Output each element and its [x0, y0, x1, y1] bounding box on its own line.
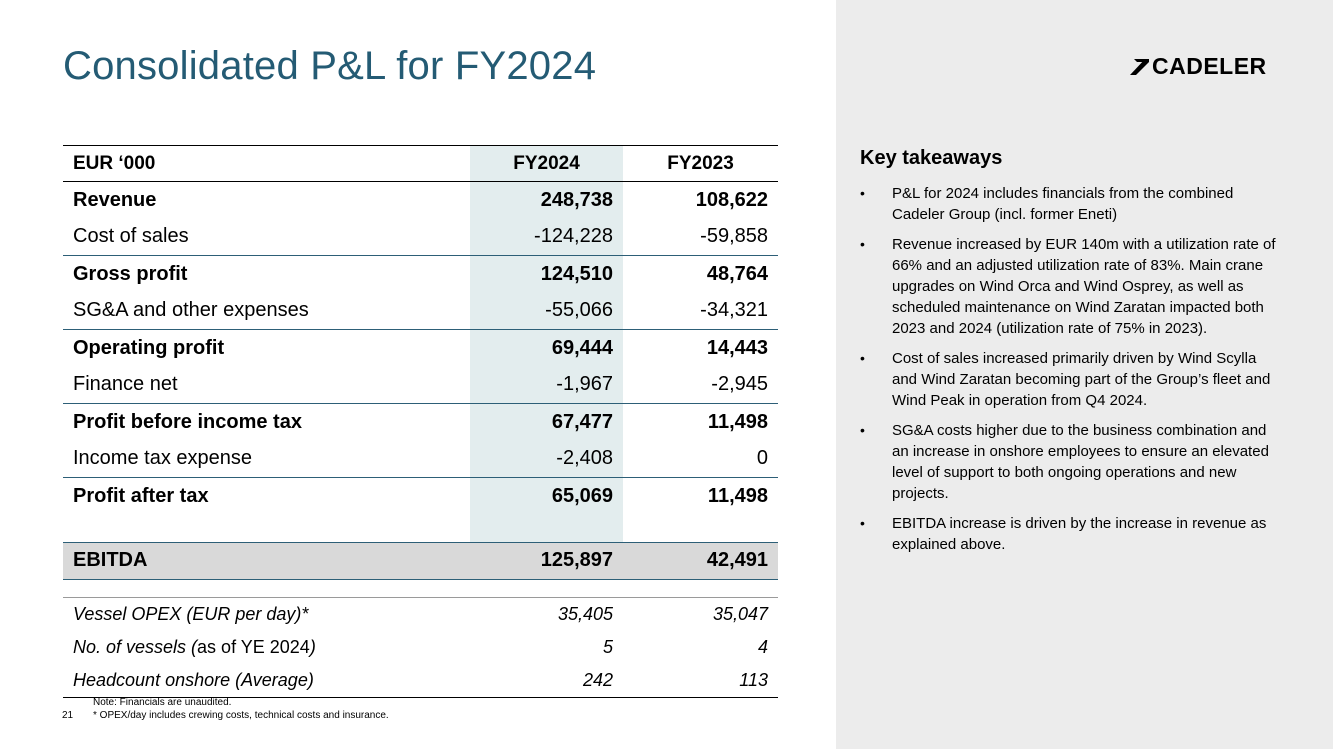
row-label: Cost of sales — [73, 225, 189, 248]
kpi-fy2023: 4 — [623, 631, 778, 664]
kpi-fy2024: 242 — [470, 664, 623, 698]
kpi-fy2024: 5 — [470, 631, 623, 664]
table-row — [63, 441, 778, 478]
ebitda-fy2023: 42,491 — [623, 542, 778, 579]
row-fy2024: 65,069 — [470, 478, 623, 515]
page-title: Consolidated P&L for FY2024 — [63, 44, 597, 88]
list-item — [860, 234, 1280, 339]
bullet-icon: • — [860, 422, 865, 438]
bullet-icon: • — [860, 236, 865, 252]
footnote-unaudited: Note: Financials are unaudited. — [93, 697, 232, 708]
footnotes — [93, 696, 389, 722]
kpi-row — [63, 598, 778, 631]
row-fy2024: 248,738 — [470, 182, 623, 219]
kpi-fy2023: 35,047 — [623, 598, 778, 631]
kpi-fy2024: 35,405 — [470, 598, 623, 631]
ebitda-label: EBITDA — [63, 542, 470, 579]
table-row — [63, 367, 778, 404]
list-item-text: EBITDA increase is driven by the increase in revenue as explained above. — [892, 515, 1267, 553]
row-fy2024: -55,066 — [470, 293, 623, 330]
table-row — [63, 256, 778, 293]
table-header-row — [63, 146, 778, 182]
row-fy2024: -1,967 — [470, 367, 623, 404]
bullet-icon: • — [860, 350, 865, 366]
row-fy2024: 69,444 — [470, 330, 623, 367]
list-item-text: Revenue increased by EUR 140m with a utilization rate of 66% and an adjusted utilization rate of 83%. Main crane upgrades on Wind Orca and Wind Osprey, as well as scheduled maintenance on Wind Zaratan impacted both 2023 and 2024 (utilization rate of 75% in 2023). — [892, 236, 1276, 337]
header-fy2023: FY2023 — [623, 146, 778, 182]
kpi-label — [63, 631, 470, 664]
logo-text: CADELER — [1152, 52, 1267, 79]
kpi-label: Headcount onshore (Average) — [63, 664, 470, 698]
page-number: 21 — [62, 710, 74, 721]
row-fy2024: 124,510 — [470, 256, 623, 293]
kpi-row — [63, 631, 778, 664]
row-fy2024: -2,408 — [470, 441, 623, 478]
row-fy2023: -34,321 — [700, 299, 768, 322]
kpi-label-part: ) — [309, 636, 316, 657]
row-fy2024: -124,228 — [470, 219, 623, 256]
row-label: Revenue — [73, 188, 157, 211]
row-label: Income tax expense — [73, 447, 252, 470]
row-fy2024: 67,477 — [470, 404, 623, 441]
row-label: Profit before income tax — [63, 404, 470, 441]
list-item-text: SG&A costs higher due to the business combination and an increase in onshore employees to ensure an elevated level of support to both ongoing operations and new projects. — [892, 422, 1269, 502]
pl-table — [63, 145, 778, 698]
row-fy2023: 14,443 — [623, 330, 778, 367]
row-fy2023: -2,945 — [711, 373, 768, 396]
row-fy2023: 48,764 — [623, 256, 778, 293]
ebitda-row — [63, 542, 778, 579]
row-label: SG&A and other expenses — [73, 299, 309, 322]
header-fy2024: FY2024 — [470, 146, 623, 182]
list-item — [860, 420, 1280, 504]
list-item-text: P&L for 2024 includes financials from the combined Cadeler Group (incl. former Eneti) — [892, 185, 1234, 223]
kpi-label-part: No. of vessels ( — [73, 636, 198, 657]
list-item — [860, 513, 1280, 555]
kpi-row — [63, 664, 778, 698]
ebitda-fy2024: 125,897 — [470, 542, 623, 579]
row-fy2023: -59,858 — [700, 225, 768, 248]
header-label: EUR ‘000 — [63, 146, 470, 182]
row-label: Operating profit — [63, 330, 470, 367]
table-row — [63, 219, 778, 256]
table-gap-row — [63, 579, 778, 597]
row-fy2023: 0 — [756, 447, 768, 470]
table-row — [63, 182, 778, 219]
kpi-label: Vessel OPEX (EUR per day)* — [63, 598, 470, 631]
logo-mark-icon — [1128, 55, 1150, 77]
row-label: Finance net — [73, 373, 178, 396]
table-row — [63, 293, 778, 330]
row-fy2023: 108,622 — [695, 188, 768, 211]
list-item — [860, 348, 1280, 411]
footnote-opex: * OPEX/day includes crewing costs, technical costs and insurance. — [93, 710, 389, 721]
table-row — [63, 404, 778, 441]
key-takeaways-list — [860, 183, 1280, 564]
company-logo — [1128, 52, 1267, 80]
kpi-label-part: as of YE 2024 — [197, 636, 310, 657]
list-item-text: Cost of sales increased primarily driven by Wind Scylla and Wind Zaratan becoming part of the Group’s fleet and Wind Peak in operation from Q4 2024. — [892, 350, 1271, 409]
bullet-icon: • — [860, 515, 865, 531]
row-fy2023: 11,498 — [623, 478, 778, 515]
kpi-fy2023: 113 — [623, 664, 778, 698]
bullet-icon: • — [860, 185, 865, 201]
key-takeaways-title: Key takeaways — [860, 147, 1003, 169]
table-row — [63, 330, 778, 367]
list-item — [860, 183, 1280, 225]
table-spacer-row — [63, 515, 778, 543]
row-label: Gross profit — [63, 256, 470, 293]
row-fy2023: 11,498 — [623, 404, 778, 441]
table-row — [63, 478, 778, 515]
row-label: Profit after tax — [63, 478, 470, 515]
